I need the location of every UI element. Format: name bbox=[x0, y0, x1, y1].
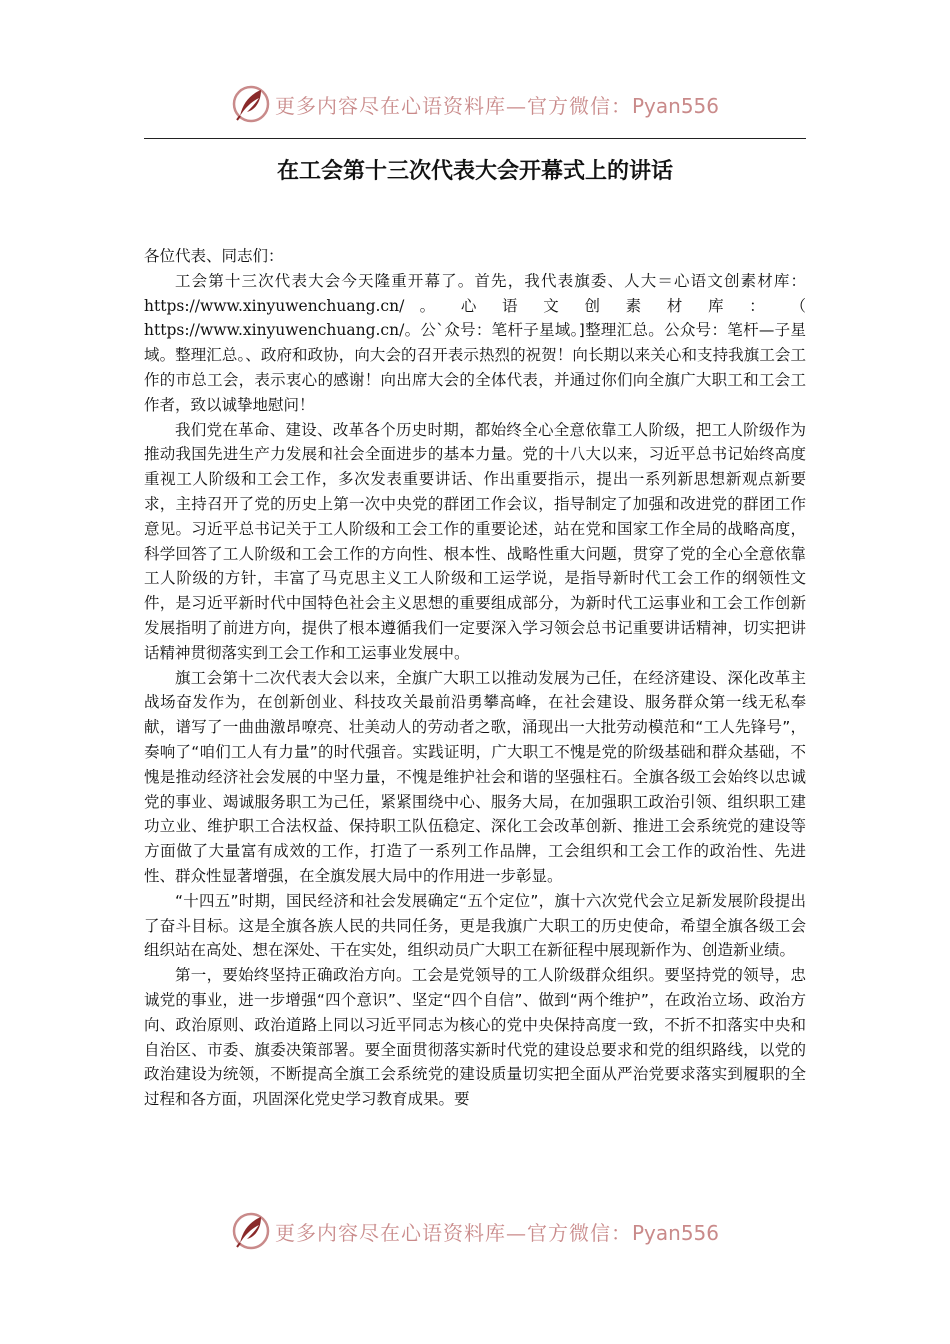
banner-text: 更多内容尽在心语资料库—官方微信：Pyan556 bbox=[274, 93, 719, 118]
document-body bbox=[144, 244, 806, 1112]
source-link[interactable]: https://www.xinyuwenchuang.cn/ bbox=[144, 296, 405, 315]
document-title: 在工会第十三次代表大会开幕式上的讲话 bbox=[276, 159, 673, 184]
salutation: 各位代表、同志们： bbox=[144, 247, 284, 265]
paragraph-2: 我们党在革命、建设、改革各个历史时期，都始终全心全意依靠工人阶级，把工人阶级作为推动我国先进生产力发展和社会全面进步的基本力量。党的十八大以来，习近平总书记始终高度重视工人阶级和工会工作，多次发表重要讲话、作出重要指示，提出一系列新思想新观点新要求，主持召开了党的历史上第一次中央党的群团工作会议，指导制定了加强和改进党的群团工作意见。习近平总书记关于工人阶级和工会工作的重要论述，站在党和国家工作全局的战略高度，科学回答了工人阶级和工会工作的方向性、根本性、战略性重大问题，贯穿了党的全心全意依靠工人阶级的方针，丰富了马克思主义工人阶级和工运学说，是指导新时代工会工作的纲领性文件，是习近平新时代中国特色社会主义思想的重要组成部分，为新时代工运事业和工会工作创新发展指明了前进方向，提供了根本遵循我们一定要深入学习领会总书记重要讲话精神，切实把讲话精神贯彻落实到工会工作和工运事业发展中。 bbox=[144, 420, 806, 662]
paragraph-5: 第一，要始终坚持正确政治方向。工会是党领导的工人阶级群众组织。要坚持党的领导，忠诚党的事业，进一步增强“四个意识”、坚定“四个自信”、做到“两个维护”，在政治立场、政治方向、政治原则、政治道路上同以习近平同志为核心的党中央保持高度一致，不折不扣落实中央和自治区、市委、旗委决策部署。要全面贯彻落实新时代党的建设总要求和党的组织路线，以党的政治建设为统领，不断提高全旗工会系统党的建设质量切实把全面从严治党要求落实到履职的全过程和各方面，巩固深化党史学习教育成果。要 bbox=[144, 966, 806, 1109]
paragraph-3: 旗工会第十二次代表大会以来，全旗广大职工以推动发展为己任，在经济建设、深化改革主战场奋发作为，在创新创业、科技攻关最前沿勇攀高峰，在社会建设、服务群众第一线无私奉献，谱写了一曲曲激昂嘹亮、壮美动人的劳动者之歌，涌现出一大批劳动模范和“工人先锋号”，奏响了“咱们工人有力量”的时代强音。实践证明，广大职工不愧是党的阶级基础和群众基础，不愧是推动经济社会发展的中坚力量，不愧是维护社会和谐的坚强柱石。全旗各级工会始终以忠诚党的事业、竭诚服务职工为己任，紧紧围绕中心、服务大局，在加强职工政治引领、组织职工建功立业、维护职工合法权益、保持职工队伍稳定、深化工会改革创新、推进工会系统党的建设等方面做了大量富有成效的工作，打造了一系列工作品牌，工会组织和工会工作的政治性、先进性、群众性显著增强，在全旗发展大局中的作用进一步彰显。 bbox=[144, 668, 806, 885]
feather-quill-logo-icon bbox=[231, 1211, 271, 1251]
watermark-banner-bottom bbox=[0, 1209, 950, 1253]
feather-quill-logo-icon bbox=[231, 84, 271, 124]
paragraph-4: “十四五”时期，国民经济和社会发展确定“五个定位”，旗十六次党代会立足新发展阶段提出了奋斗目标。这是全旗各族人民的共同任务，更是我旗广大职工的历史使命，希望全旗各级工会组织站在高处、想在深处、干在实处，组织动员广大职工在新征程中展现新作为、创造新业绩。 bbox=[144, 891, 806, 960]
source-link-2[interactable]: https://www.xinyuwenchuang.cn/ bbox=[144, 321, 405, 340]
paragraph-1: 工会第十三次代表大会今天隆重开幕了。首先，我代表旗委、人大＝心语文创素材库：https://www.xinyuwenchuang.cn/ 。 心 语 文 创 素 材 库 ： （ https://www.xinyuwenchuang.cn/。公`众号：笔杆子星域。]整理汇总。公众号：笔杆—子星域。整理汇总。、政府和政协，向大会的召开表示热烈的祝贺！向长期以来关心和支持我旗工会工作的市总工会，表示衷心的感谢！向出席大会的全体代表，并通过你们向全旗广大职工和工会工作者，致以诚挚地慰问！ bbox=[144, 271, 806, 414]
banner-text: 更多内容尽在心语资料库—官方微信：Pyan556 bbox=[274, 1220, 719, 1245]
watermark-banner-top bbox=[0, 82, 950, 126]
header-rule bbox=[144, 138, 806, 139]
